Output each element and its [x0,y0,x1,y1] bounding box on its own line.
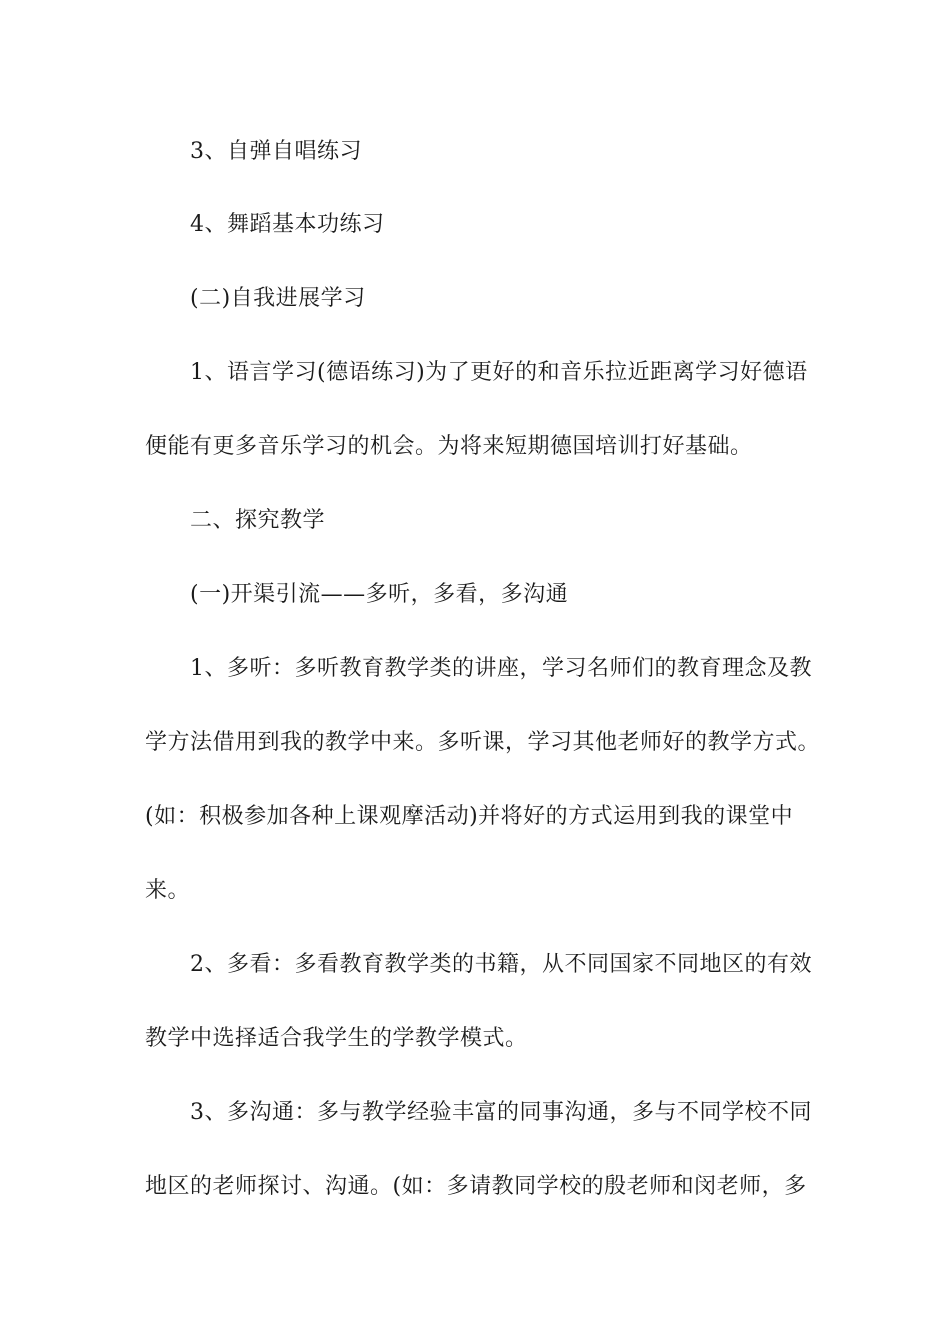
text-line: 便能有更多音乐学习的机会。为将来短期德国培训打好基础。 [145,434,753,459]
text-line: 3、多沟通：多与教学经验丰富的同事沟通，多与不同学校不同 [190,1100,812,1125]
text-line: 4、舞蹈基本功练习 [190,212,385,237]
text-line: 1、语言学习(德语练习)为了更好的和音乐拉近距离学习好德语 [190,360,808,385]
section-heading: 二、探究教学 [190,508,326,533]
text-line: 来。 [145,878,191,903]
text-line: 教学中选择适合我学生的学教学模式。 [145,1026,528,1051]
text-line: 学方法借用到我的教学中来。多听课，学习其他老师好的教学方式。 [145,730,821,755]
section-heading: (二)自我进展学习 [190,286,366,311]
text-line: 地区的老师探讨、沟通。(如：多请教同学校的殷老师和闵老师，多 [145,1174,807,1199]
text-line: 3、自弹自唱练习 [190,139,362,164]
text-line: 1、多听：多听教育教学类的讲座，学习名师们的教育理念及教 [190,656,812,681]
text-line: (如：积极参加各种上课观摩活动)并将好的方式运用到我的课堂中 [145,804,794,829]
section-heading: (一)开渠引流——多听，多看，多沟通 [190,582,569,607]
text-line: 2、多看：多看教育教学类的书籍，从不同国家不同地区的有效 [190,952,812,977]
